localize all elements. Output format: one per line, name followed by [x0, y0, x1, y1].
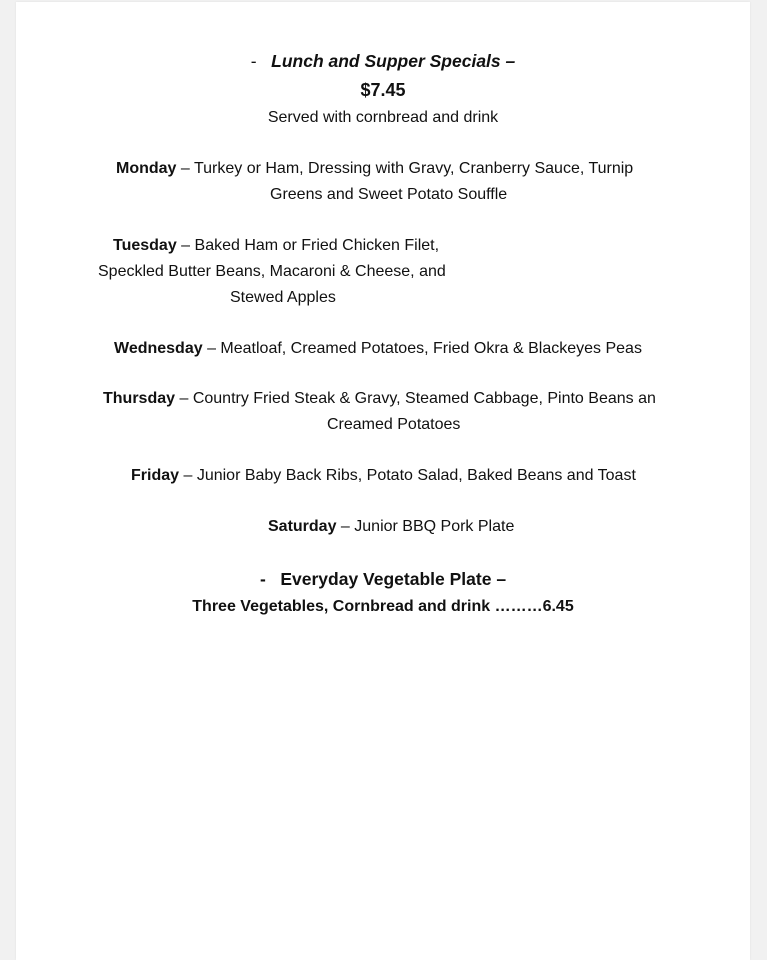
- monday-text-1: Turkey or Ham, Dressing with Gravy, Cranberry Sauce, Turnip: [193, 160, 634, 177]
- friday-text-1: Junior Baby Back Ribs, Potato Salad, Baked Beans and Toast: [196, 467, 636, 484]
- tuesday-line-1: [113, 236, 439, 256]
- thursday-line-2: Creamed Potatoes: [327, 416, 461, 433]
- friday-label: Friday: [131, 467, 180, 484]
- menu-page: [16, 2, 750, 960]
- tuesday-text-1: Baked Ham or Fried Chicken Filet,: [194, 237, 440, 254]
- thursday-separator: –: [175, 390, 193, 407]
- saturday-label: Saturday: [268, 518, 337, 535]
- saturday-separator: –: [336, 518, 355, 535]
- vegetable-title-text: Everyday Vegetable Plate –: [280, 569, 507, 589]
- specials-price: $7.45: [360, 80, 406, 100]
- tuesday-label: Tuesday: [113, 237, 177, 254]
- wednesday-separator: –: [202, 340, 221, 357]
- vegetable-plate-detail: Three Vegetables, Cornbread and drink ………6.45: [192, 598, 574, 615]
- tuesday-line-3: Stewed Apples: [230, 289, 336, 306]
- thursday-line-1: [103, 389, 656, 409]
- saturday-line-1: [268, 517, 514, 537]
- vegetable-plate-title: [16, 569, 750, 589]
- thursday-text-1: Country Fried Steak & Gravy, Steamed Cabbage, Pinto Beans an: [192, 390, 656, 407]
- friday-separator: –: [179, 467, 197, 484]
- specials-title-text: Lunch and Supper Specials –: [271, 51, 516, 71]
- monday-separator: –: [176, 160, 194, 177]
- friday-line-1: [131, 466, 636, 486]
- title-dash: -: [250, 51, 257, 71]
- tuesday-separator: –: [176, 237, 195, 254]
- monday-line-2: Greens and Sweet Potato Souffle: [270, 186, 508, 203]
- monday-line-1: [116, 159, 633, 179]
- specials-title: [16, 51, 750, 71]
- tuesday-line-2: Speckled Butter Beans, Macaroni & Cheese, and: [98, 263, 446, 280]
- saturday-text-1: Junior BBQ Pork Plate: [354, 518, 515, 535]
- vegetable-dash: -: [259, 569, 266, 589]
- monday-label: Monday: [116, 160, 177, 177]
- wednesday-label: Wednesday: [114, 340, 203, 357]
- wednesday-text-1: Meatloaf, Creamed Potatoes, Fried Okra & Blackeyes Peas: [220, 340, 642, 357]
- thursday-label: Thursday: [103, 390, 176, 407]
- served-with-text: Served with cornbread and drink: [267, 109, 499, 126]
- wednesday-line-1: [114, 339, 642, 359]
